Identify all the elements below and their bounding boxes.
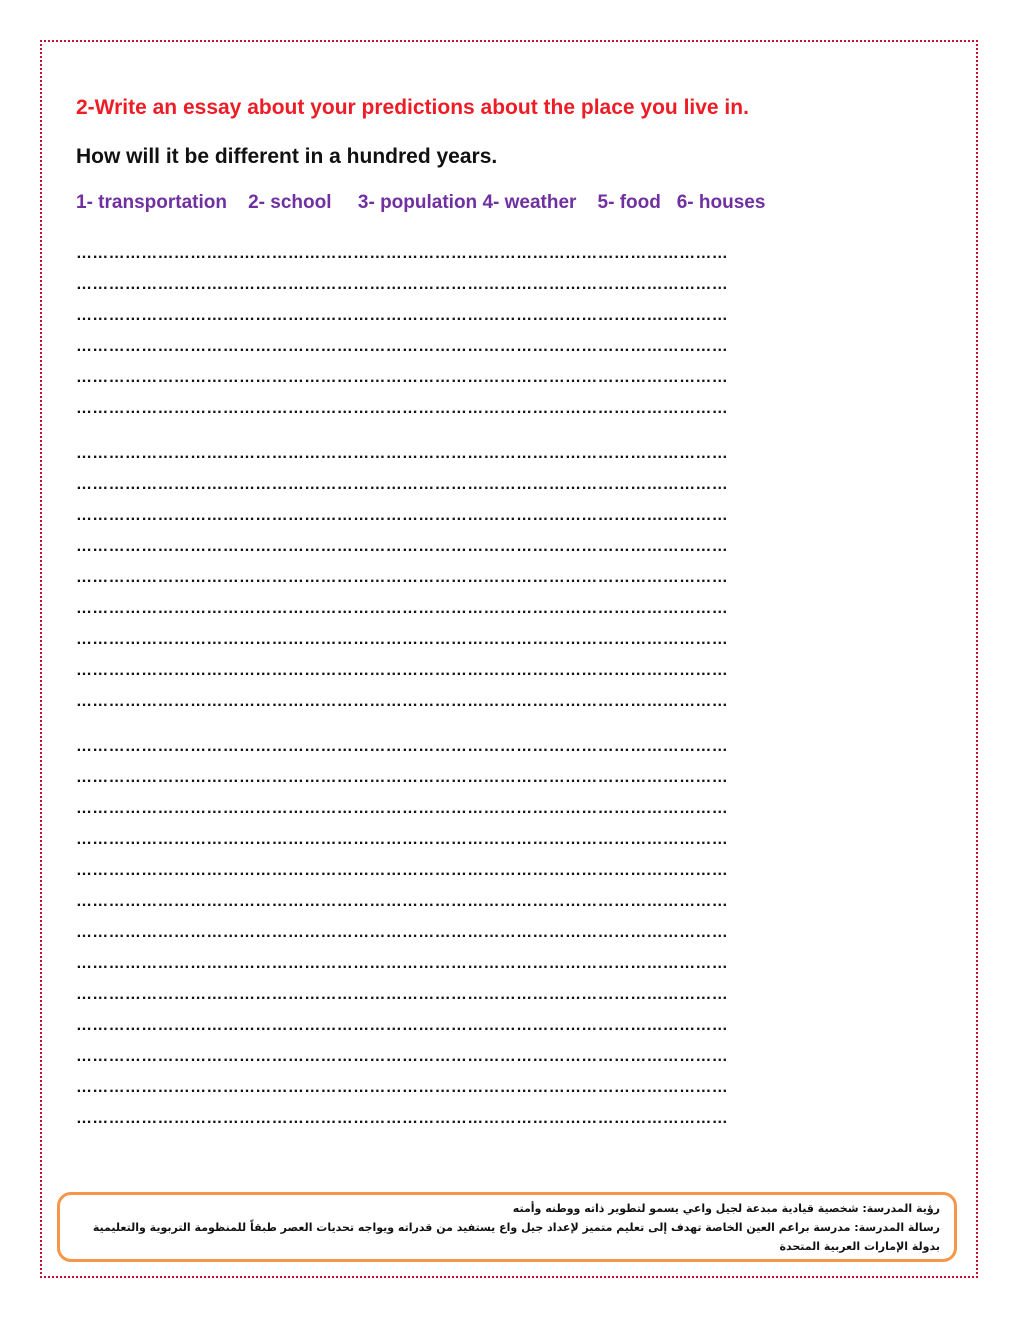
writing-line[interactable]: ………………………………………………………………………………………………………… bbox=[76, 738, 728, 755]
topic-list bbox=[76, 192, 765, 214]
writing-line[interactable]: ………………………………………………………………………………………………………… bbox=[76, 955, 728, 972]
writing-line[interactable]: ………………………………………………………………………………………………………… bbox=[76, 986, 728, 1003]
writing-area[interactable] bbox=[76, 238, 906, 1134]
writing-line[interactable]: ………………………………………………………………………………………………………… bbox=[76, 693, 728, 710]
writing-line[interactable]: ………………………………………………………………………………………………………… bbox=[76, 245, 728, 262]
writing-line[interactable]: ………………………………………………………………………………………………………… bbox=[76, 1048, 728, 1065]
writing-line[interactable]: ………………………………………………………………………………………………………… bbox=[76, 800, 728, 817]
essay-prompt-title: 2-Write an essay about your predictions about the place you live in. bbox=[76, 96, 749, 119]
writing-line[interactable]: ………………………………………………………………………………………………………… bbox=[76, 1110, 728, 1127]
writing-line[interactable]: ………………………………………………………………………………………………………… bbox=[76, 276, 728, 293]
essay-prompt-subtitle: How will it be different in a hundred years. bbox=[76, 145, 498, 168]
writing-line[interactable]: ………………………………………………………………………………………………………… bbox=[76, 600, 728, 617]
writing-line[interactable]: ………………………………………………………………………………………………………… bbox=[76, 338, 728, 355]
topic-item: 5- food bbox=[597, 192, 661, 213]
writing-line[interactable]: ………………………………………………………………………………………………………… bbox=[76, 538, 728, 555]
writing-line[interactable]: ………………………………………………………………………………………………………… bbox=[76, 445, 728, 462]
writing-line[interactable]: ………………………………………………………………………………………………………… bbox=[76, 400, 728, 417]
writing-line[interactable]: ………………………………………………………………………………………………………… bbox=[76, 769, 728, 786]
writing-line[interactable]: ………………………………………………………………………………………………………… bbox=[76, 924, 728, 941]
school-footer-box bbox=[57, 1192, 957, 1262]
writing-line[interactable]: ………………………………………………………………………………………………………… bbox=[76, 631, 728, 648]
writing-line[interactable]: ………………………………………………………………………………………………………… bbox=[76, 893, 728, 910]
writing-line[interactable]: ………………………………………………………………………………………………………… bbox=[76, 862, 728, 879]
writing-line[interactable]: ………………………………………………………………………………………………………… bbox=[76, 507, 728, 524]
writing-line[interactable]: ………………………………………………………………………………………………………… bbox=[76, 369, 728, 386]
writing-line[interactable]: ………………………………………………………………………………………………………… bbox=[76, 307, 728, 324]
writing-line[interactable]: ………………………………………………………………………………………………………… bbox=[76, 831, 728, 848]
writing-line[interactable]: ………………………………………………………………………………………………………… bbox=[76, 476, 728, 493]
writing-line[interactable]: ………………………………………………………………………………………………………… bbox=[76, 569, 728, 586]
topic-item: 4- weather bbox=[482, 192, 577, 213]
school-vision: رؤية المدرسة: شخصية قيادية مبدعة لجيل واعي يسمو لتطوير ذاته ووطنه وأمته bbox=[512, 1202, 940, 1215]
writing-line[interactable]: ………………………………………………………………………………………………………… bbox=[76, 1017, 728, 1034]
writing-line[interactable]: ………………………………………………………………………………………………………… bbox=[76, 1079, 728, 1096]
topic-item: 2- school bbox=[248, 192, 332, 213]
topic-item: 6- houses bbox=[676, 192, 766, 213]
writing-line[interactable]: ………………………………………………………………………………………………………… bbox=[76, 662, 728, 679]
school-mission: رسالة المدرسة: مدرسة براعم العين الخاصة تهدف إلى تعليم متميز لإعداد جيل واع يستفيد من قدراته ويواجه تحديات العصر طبقاً للمنظومة التربوية والتعليمية بدولة الإمارات العربية المتحدة bbox=[92, 1221, 940, 1253]
topic-item: 3- population bbox=[357, 192, 478, 213]
topic-item: 1- transportation bbox=[76, 192, 227, 213]
